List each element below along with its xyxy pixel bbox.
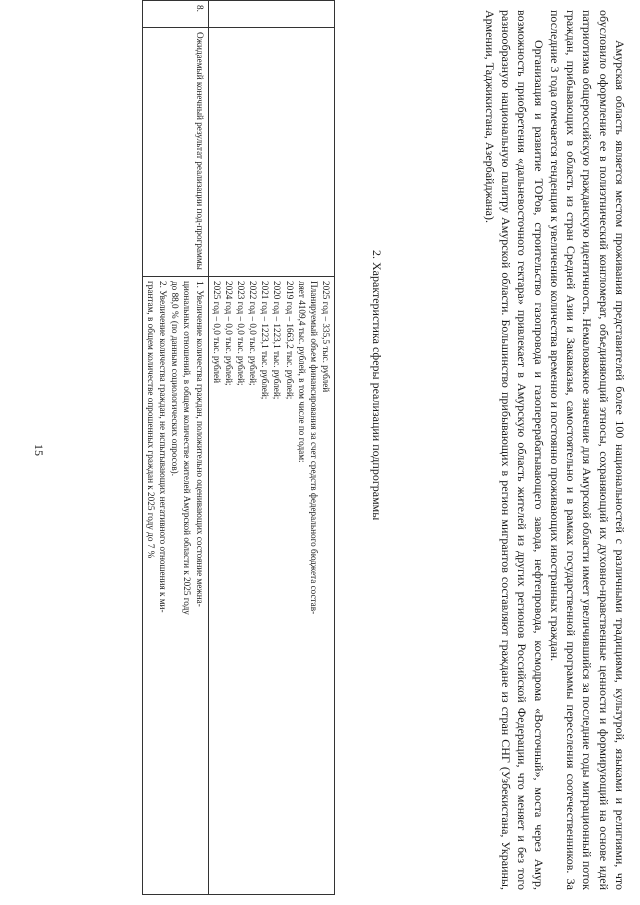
section-body <box>481 10 628 890</box>
paragraph-1: Амурская область является местом проживания представителей более 100 национальностей с различными традициями, культурой, языками и религиями, что обусловило оформление ее в полиэтнический конгломерат, объединяющий этносы, сохраняющий их духовно-нравственные ценности и формирующий на основе идей патриотизма общероссийскую гражданскую идентичность. Немаловажное значение для Амурской области имеет увеличившийся за последние годы миграционный поток граждан, прибывающих в область из стран Средней Азии и Закавказья, самостоятельно и в рамках государственной программы переселения соотечественников. За последние 3 года отмечается тенденция к увеличению количества временно и постоянно проживающих иностранных граждан. <box>547 10 627 890</box>
table-line: 1. Увеличение количества граждан, положительно оценивающих состояние межна- <box>194 281 205 607</box>
table-row-8 <box>142 1 208 895</box>
cell-funding-text <box>208 277 334 895</box>
row-number: 8. <box>142 1 208 28</box>
passport-table <box>142 0 335 895</box>
table-line: 2021 год – 1223,1 тыс. рублей; <box>260 281 271 400</box>
table-line: 2022 год – 0,0 тыс. рублей; <box>248 281 259 386</box>
table-line: 2025 год – 0,0 тыс. рублей <box>211 281 222 384</box>
paragraph-2: Организация и развитие ТОРов, строительство газопровода и газоперерабатывающего завода, нефтепровода, космодрома «Восточный», моста через Амур, возможность приобретения «дальневосточного гектара» привлекает в Амурскую область жителей из других регионов Российской Федерации, что меняет и без того разнообразную национальную палитру Амурской области. Большинство прибывающих в регион мигрантов составляют граждане из стран СНГ (Узбекистана, Украины, Армении, Таджикистана, Азербайджана). <box>482 10 546 890</box>
table-line: 2. Увеличение количества граждан, не испытывающих негативного отношения к ми- <box>158 281 169 613</box>
table-line: ляет 4109,4 тыс. рублей, в том числе по годам: <box>296 281 307 463</box>
table-line: Планируемый объем финансирования за счет средств федерального бюджета состав- <box>308 281 319 615</box>
table-row-previous <box>208 1 334 895</box>
table-line: грантам, в общем количестве опрошенных граждан к 2025 году до 7 % <box>146 281 157 559</box>
table-line: 2024 год – 0,0 тыс. рублей; <box>223 281 234 386</box>
row-name <box>142 28 208 277</box>
row-name-text: Ожидаемый конечный результат реализации под-программы <box>194 32 205 270</box>
page-number: 15 <box>32 444 46 456</box>
table-line: циональных отношений, в общем количестве жителей Амурской области к 2025 году <box>182 281 193 615</box>
table-line: 2025 год – 335,5 тыс. рублей <box>321 281 331 393</box>
table-line: 2023 год – 0,0 тыс. рублей; <box>236 281 247 386</box>
cell-name-empty <box>208 28 334 277</box>
table-line: 2019 год – 1663,2 тыс. рублей; <box>284 281 295 400</box>
table-line: до 88,0 % (по данным социологических опросов). <box>170 281 181 477</box>
cell-number-empty <box>208 1 334 28</box>
table-line: 2020 год – 1223,1 тыс. рублей; <box>272 281 283 400</box>
section-title: 2. Характеристика сферы реализации подпрограммы <box>370 250 384 521</box>
cell-result-text <box>142 277 208 895</box>
